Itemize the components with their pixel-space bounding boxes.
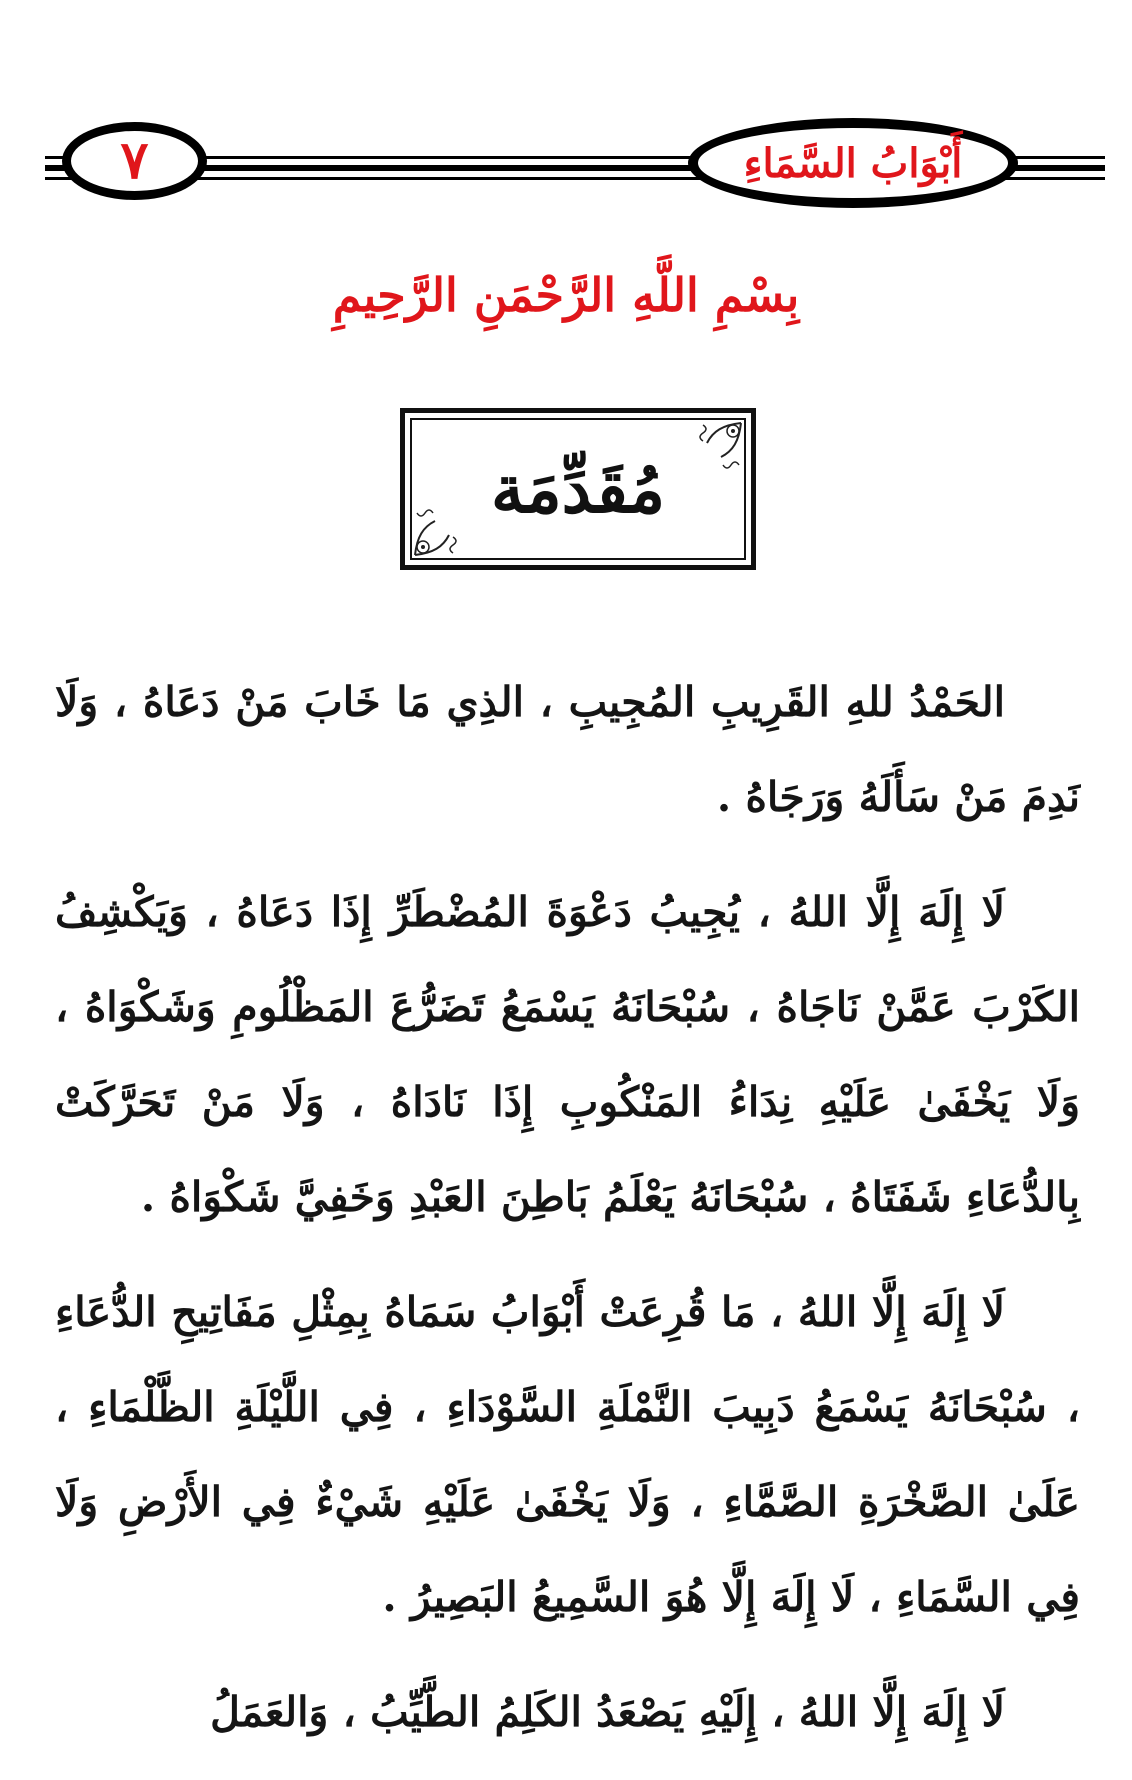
body-text [55,655,1080,1780]
corner-ornament-icon [693,421,743,471]
section-heading: مُقَدِّمَة [490,450,666,528]
corner-ornament-icon [413,507,463,557]
section-heading-frame [400,408,756,570]
page-header [0,118,1132,218]
paragraph: لَا إِلَهَ إِلَّا اللهُ ، إِلَيْهِ يَصْعَدُ الكَلِمُ الطَّيِّبُ ، وَالعَمَلُ [210,1688,1005,1736]
paragraph: لَا إِلَهَ إِلَّا اللهُ ، يُجِيبُ دَعْوَةَ المُضْطَرِّ إِذَا دَعَاهُ ، وَيَكْشِفُ الكَرْبَ عَمَّنْ نَاجَاهُ ، سُبْحَانَهُ يَسْمَعُ تَضَرُّعَ المَظْلُومِ وَشَكْوَاهُ ، وَلَا يَخْفَىٰ عَلَيْهِ نِدَاءُ المَنْكُوبِ إِذَا نَادَاهُ ، وَلَا مَنْ تَحَرَّكَتْ بِالدُّعَاءِ شَفَتَاهُ ، سُبْحَانَهُ يَعْلَمُ بَاطِنَ العَبْدِ وَخَفِيَّ شَكْوَاهُ . [55,888,1080,1221]
paragraph: لَا إِلَهَ إِلَّا اللهُ ، مَا قُرِعَتْ أَبْوَابُ سَمَاهُ بِمِثْلِ مَفَاتِيحِ الدُّعَاءِ ، سُبْحَانَهُ يَسْمَعُ دَبِيبَ النَّمْلَةِ السَّوْدَاءِ ، فِي اللَّيْلَةِ الظَّلْمَاءِ ، عَلَىٰ الصَّخْرَةِ الصَّمَّاءِ ، وَلَا يَخْفَىٰ عَلَيْهِ شَيْءٌ فِي الأَرْضِ وَلَا فِي السَّمَاءِ ، لَا إِلَهَ إِلَّا هُوَ السَّمِيعُ البَصِيرُ . [55,1288,1080,1621]
book-title-badge [688,118,1018,208]
book-title: أَبْوَابُ السَّمَاءِ [743,139,963,187]
page-number-badge [62,122,207,200]
basmala: بِسْمِ اللَّهِ الرَّحْمَنِ الرَّحِيمِ [332,268,800,322]
page-number: ٧ [120,130,149,191]
paragraph: الحَمْدُ للهِ القَرِيبِ المُجِيبِ ، الذِي مَا خَابَ مَنْ دَعَاهُ ، وَلَا نَدِمَ مَنْ سَأَلَهُ وَرَجَاهُ . [55,678,1080,821]
